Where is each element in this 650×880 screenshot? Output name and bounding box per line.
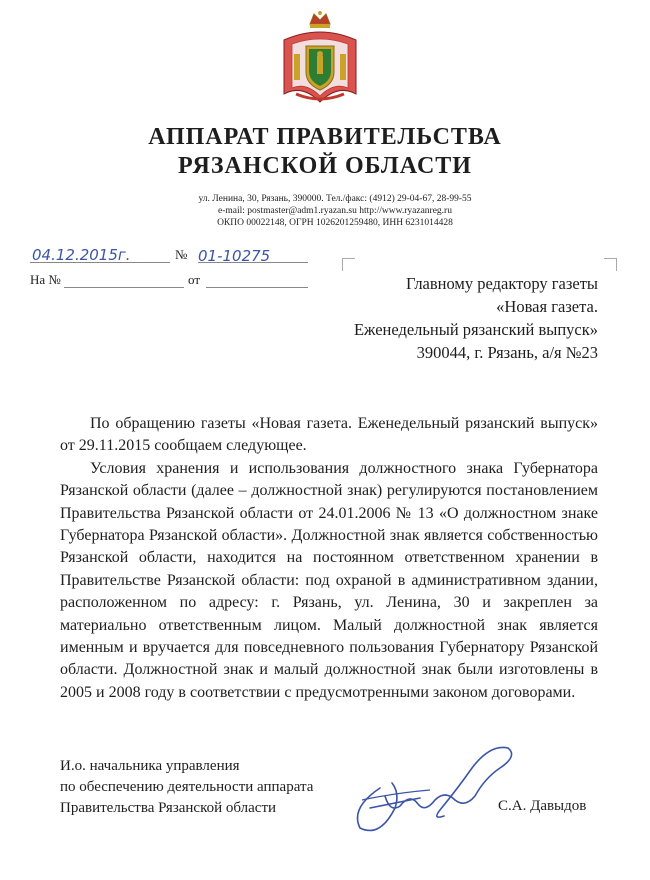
addressee-corner-left <box>342 258 355 271</box>
addressee-line: Еженедельный рязанский выпуск» <box>353 320 598 339</box>
signatory-position-line: Правительства Рязанской области <box>60 800 277 816</box>
reference-number-line <box>64 287 184 288</box>
outgoing-date: 04.12.2015г. <box>32 246 131 264</box>
letter-body <box>60 413 598 704</box>
handwritten-signature <box>340 738 530 838</box>
contact-address-phone: ул. Ленина, 30, Рязань, 390000. Тел./факс: (4912) 29-04-67, 28-99-55 <box>198 194 472 204</box>
body-paragraph: По обращению газеты «Новая газета. Еженедельный рязанский выпуск» от 29.11.2015 сообщаем следующее. <box>60 415 598 455</box>
addressee-corner-right <box>604 258 617 271</box>
organization-name-line2: РЯЗАНСКОЙ ОБЛАСТИ <box>178 153 472 179</box>
outgoing-number: 01-10275 <box>198 247 271 265</box>
outgoing-number-line <box>198 262 308 263</box>
outgoing-number-sign: № <box>175 247 188 262</box>
signatory-position-line: И.о. начальника управления <box>60 758 240 774</box>
contact-registration-codes: ОКПО 00022148, ОГРН 1026201259480, ИНН 6231014428 <box>217 218 453 228</box>
signatory-name: С.А. Давыдов <box>498 798 587 814</box>
signatory-position-line: по обеспечению деятельности аппарата <box>60 779 314 795</box>
body-paragraph: Условия хранения и использования должностного знака Губернатора Рязанской области (далее – должностной знак) регулируются постановлением Правительства Рязанской области от 24.01.2006 № 13 «О должностном знаке Губернатора Рязанской области». Должностной знак является собственностью Рязанской области, находится на постоянном ответственном хранении в Правительстве Рязанской области: под охраной в административном здании, расположенном по адресу: г. Рязань, ул. Ленина, 30 и закреплен за материально ответственным лицом. Малый должностной знак является именным и вручается для повседневного пользования Губернатору Рязанской области. Должностной знак и малый должностной знак были изготовлены в 2005 и 2008 году в соответствии с предусмотренными законом договорами. <box>60 459 598 701</box>
contact-email-web: e-mail: postmaster@adm1.ryazan.su http://www.ryazanreg.ru <box>218 206 452 216</box>
organization-name-line1: АППАРАТ ПРАВИТЕЛЬСТВА <box>148 124 502 150</box>
addressee-line: Главному редактору газеты <box>406 274 598 293</box>
reference-date-line <box>206 287 308 288</box>
addressee-line: «Новая газета. <box>496 297 598 316</box>
coat-of-arms-icon <box>278 10 362 106</box>
addressee-address: 390044, г. Рязань, а/я №23 <box>416 343 598 362</box>
reference-date-label: от <box>188 272 201 287</box>
outgoing-date-line <box>30 262 170 263</box>
reference-number-label: На № <box>30 272 61 287</box>
